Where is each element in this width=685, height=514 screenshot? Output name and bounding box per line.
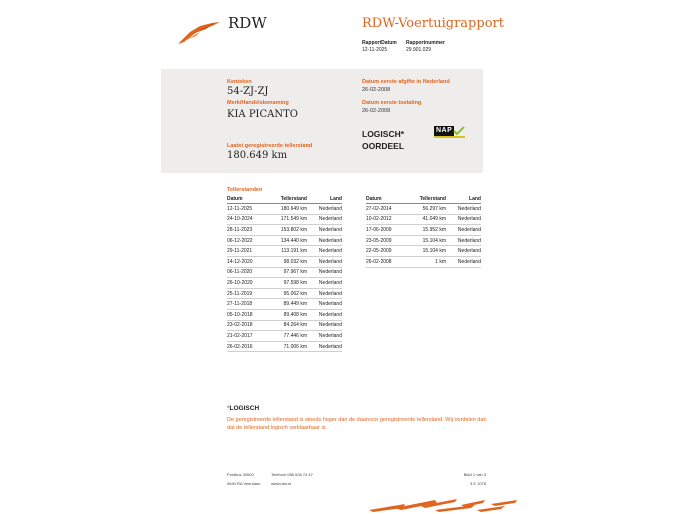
cell-km: 98.032 km — [267, 256, 307, 267]
footer-postbus: Postbus 30000 — [227, 472, 254, 477]
table-row — [227, 267, 342, 278]
footer-blad: Blad 1 van 3 — [463, 472, 486, 477]
cell-land: Nederland — [307, 225, 342, 236]
cell-datum: 23-02-2018 — [227, 320, 267, 331]
nap-logo — [434, 126, 465, 137]
cell-datum: 26-02-2008 — [366, 256, 406, 267]
cell-datum: 05-10-2018 — [227, 309, 267, 320]
table-row — [366, 214, 481, 225]
logisch-title: LOGISCH — [229, 405, 260, 412]
cell-km: 15.104 km — [406, 246, 446, 257]
cell-land: Nederland — [307, 256, 342, 267]
cell-datum: 26-10-2020 — [227, 278, 267, 289]
col-land: Land — [446, 195, 481, 204]
rapport-nummer-value: 29.901.029 — [406, 47, 432, 53]
cell-datum: 06-11-2020 — [227, 267, 267, 278]
table-row — [227, 320, 342, 331]
table-row — [366, 204, 481, 215]
table-row — [227, 225, 342, 236]
nap-logo-text: NAP — [436, 127, 453, 134]
oordeel-line1: LOGISCH* — [362, 129, 405, 139]
tellerstanden-title: Tellerstanden — [227, 187, 263, 193]
cell-km: 41.049 km — [406, 214, 446, 225]
cell-km: 84.264 km — [267, 320, 307, 331]
footer-website: www.rdw.nl — [271, 481, 292, 486]
cell-land: Nederland — [307, 299, 342, 310]
logisch-star: * — [227, 405, 230, 412]
cell-km: 56.297 km — [406, 204, 446, 215]
merk-value: KIA PICANTO — [227, 109, 298, 120]
tellerstanden-table-left — [227, 195, 342, 352]
merk-label: Merk/Handelsbenaming — [227, 100, 289, 106]
cell-land: Nederland — [446, 214, 481, 225]
cell-km: 153.802 km — [267, 225, 307, 236]
table-row — [366, 225, 481, 236]
footer-telefoon: Telefoon 088 008 74 47 — [271, 472, 313, 477]
kenteken-value: 54-ZJ-ZJ — [227, 86, 269, 97]
logisch-heading — [227, 405, 259, 412]
cell-datum: 14-12-2020 — [227, 256, 267, 267]
kenteken-label: Kenteken — [227, 79, 252, 85]
logisch-text-line1: De geregistreerde tellerstand is steeds hoger dan de daarvoor geregistreerde tellerstand. Wij oordelen dan — [227, 417, 487, 423]
brand-name: RDW — [228, 14, 267, 32]
eerste-nl-value: 26-02-2008 — [362, 87, 391, 93]
cell-km: 1 km — [406, 256, 446, 267]
cell-land: Nederland — [446, 225, 481, 236]
cell-land: Nederland — [307, 278, 342, 289]
rapport-nummer-label: Rapportnummer — [406, 40, 445, 46]
eerste-toel-label: Datum eerste toelating — [362, 100, 422, 106]
cell-land: Nederland — [307, 235, 342, 246]
col-datum: Datum — [366, 195, 406, 204]
table-row — [227, 341, 342, 352]
eerste-toel-value: 26-02-2008 — [362, 108, 391, 114]
cell-land: Nederland — [307, 214, 342, 225]
col-teller: Tellerstand — [267, 195, 307, 204]
cell-datum: 28-11-2023 — [227, 225, 267, 236]
cell-km: 97.967 km — [267, 267, 307, 278]
table-row — [227, 278, 342, 289]
report-title: RDW-Voertuigrapport — [362, 16, 504, 31]
cell-datum: 06-12-2022 — [227, 235, 267, 246]
cell-datum: 12-11-2025 — [227, 204, 267, 215]
cell-land: Nederland — [446, 235, 481, 246]
cell-km: 71.006 km — [267, 341, 307, 352]
table-row — [227, 246, 342, 257]
cell-land: Nederland — [307, 320, 342, 331]
cell-datum: 26-02-2016 — [227, 341, 267, 352]
table-row — [227, 331, 342, 342]
col-teller: Tellerstand — [406, 195, 446, 204]
tellerstanden-table-right — [366, 195, 481, 268]
cell-km: 113.191 km — [267, 246, 307, 257]
eerste-nl-label: Datum eerste afgifte in Nederland — [362, 79, 450, 85]
rapport-datum-value: 12-11-2025 — [362, 47, 388, 53]
cell-datum: 17-06-2009 — [366, 225, 406, 236]
footer-code: 3 E 1078 — [469, 481, 486, 486]
cell-km: 15.952 km — [406, 225, 446, 236]
cell-datum: 27-11-2018 — [227, 299, 267, 310]
cell-datum: 22-05-2009 — [366, 246, 406, 257]
cell-datum: 23-05-2009 — [366, 235, 406, 246]
teller-value: 180.649 km — [227, 150, 288, 161]
cell-km: 89.449 km — [267, 299, 307, 310]
table-row — [366, 256, 481, 267]
logisch-text-line2: dat de tellerstand logisch verklaarbaar is. — [227, 425, 327, 431]
cell-land: Nederland — [446, 204, 481, 215]
cell-datum: 21-02-2017 — [227, 331, 267, 342]
footer-plaats: 9640 RA Veendam — [227, 481, 261, 486]
cell-land: Nederland — [307, 204, 342, 215]
table-row — [227, 288, 342, 299]
cell-km: 77.446 km — [267, 331, 307, 342]
cell-km: 15.104 km — [406, 235, 446, 246]
table-row — [227, 309, 342, 320]
cell-land: Nederland — [446, 246, 481, 257]
nap-logo-bar — [434, 136, 465, 138]
table-row — [366, 246, 481, 257]
table-row — [227, 214, 342, 225]
cell-land: Nederland — [307, 267, 342, 278]
cell-datum: 25-11-2019 — [227, 288, 267, 299]
rdw-logo-icon — [176, 20, 222, 46]
table-row — [366, 235, 481, 246]
table-row — [227, 299, 342, 310]
cell-land: Nederland — [307, 246, 342, 257]
cell-land: Nederland — [446, 256, 481, 267]
table-row — [227, 256, 342, 267]
teller-label: Laatst geregistreerde tellerstand — [227, 143, 313, 149]
oordeel-line2: OORDEEL — [362, 141, 405, 151]
cell-datum: 24-10-2024 — [227, 214, 267, 225]
cell-datum: 10-02-2012 — [366, 214, 406, 225]
table-row — [227, 204, 342, 215]
col-land: Land — [307, 195, 342, 204]
cell-km: 95.062 km — [267, 288, 307, 299]
cell-datum: 29-11-2021 — [227, 246, 267, 257]
cell-km: 180.649 km — [267, 204, 307, 215]
cell-km: 171.549 km — [267, 214, 307, 225]
footer-stripes-icon — [365, 496, 525, 514]
cell-land: Nederland — [307, 331, 342, 342]
cell-land: Nederland — [307, 309, 342, 320]
cell-land: Nederland — [307, 341, 342, 352]
cell-km: 97.598 km — [267, 278, 307, 289]
cell-datum: 27-02-2014 — [366, 204, 406, 215]
table-row — [227, 235, 342, 246]
cell-km: 134.440 km — [267, 235, 307, 246]
checkmark-icon — [453, 126, 465, 136]
col-datum: Datum — [227, 195, 267, 204]
rapport-datum-label: RapportDatum — [362, 40, 397, 46]
cell-km: 89.408 km — [267, 309, 307, 320]
cell-land: Nederland — [307, 288, 342, 299]
